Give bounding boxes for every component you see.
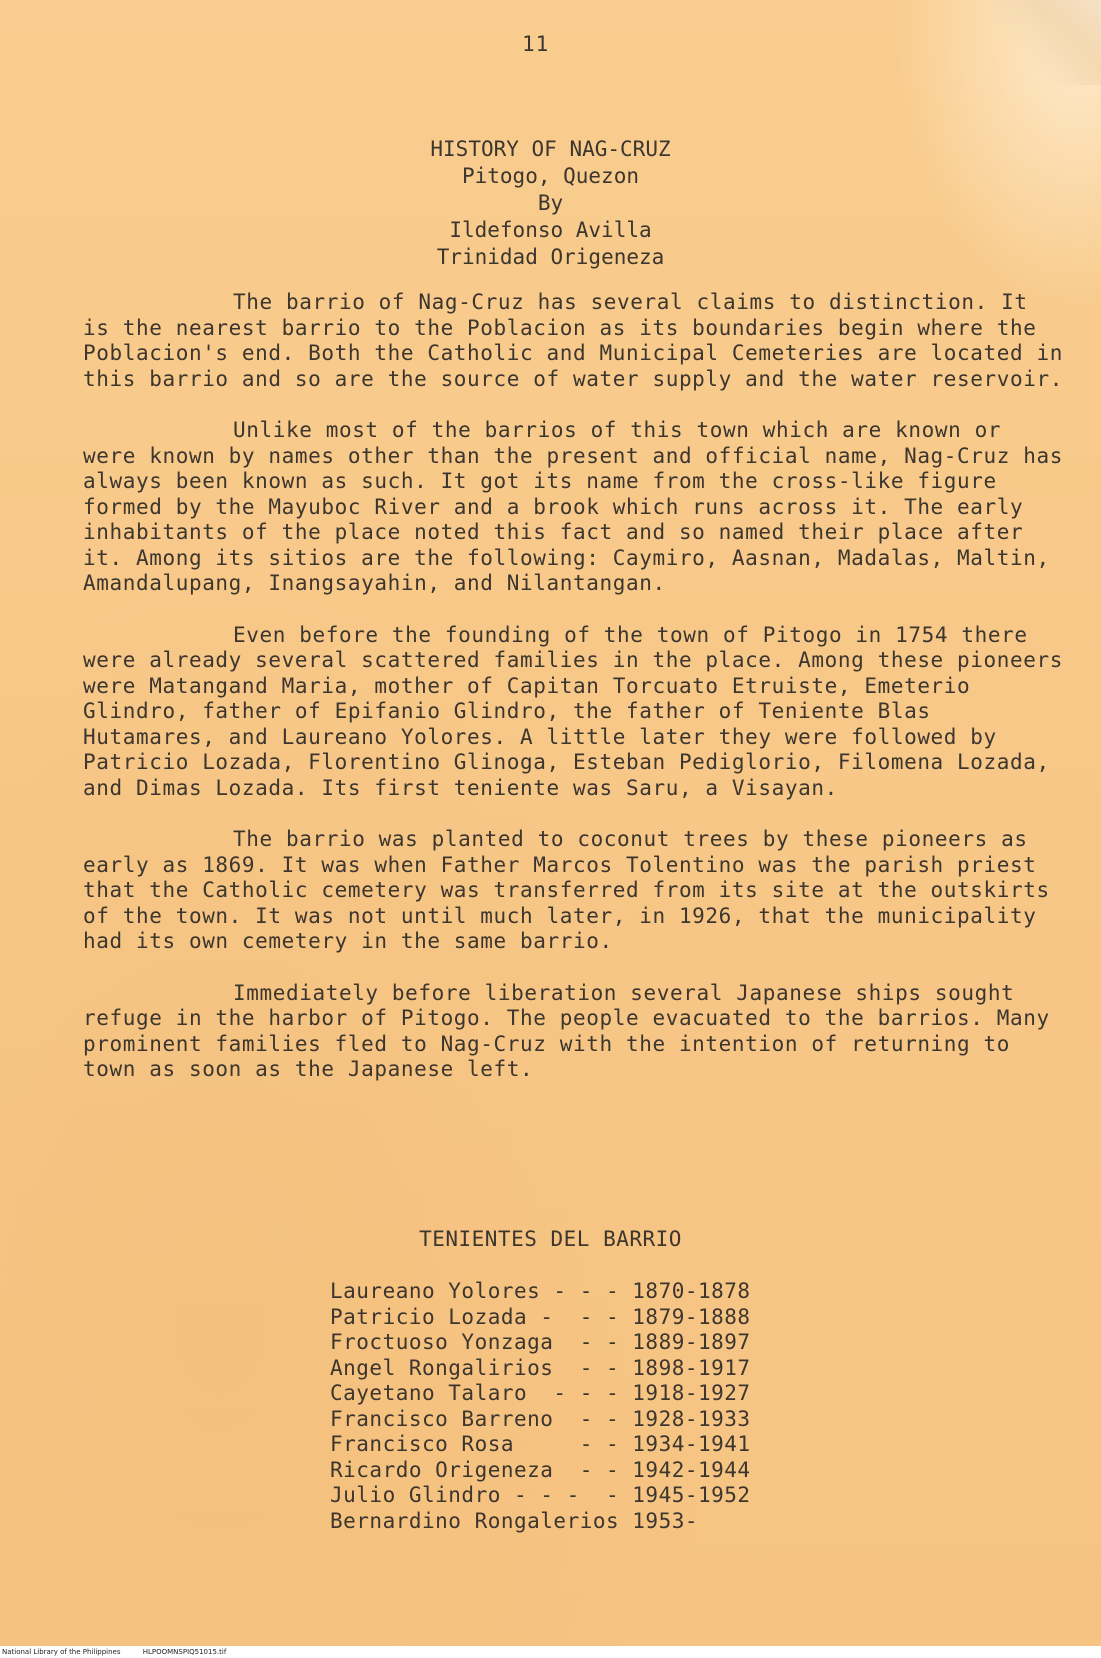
file-name: HLPOOMNSPIQ51015.tif — [142, 1648, 227, 1656]
paragraph: Even before the founding of the town of Pitogo in 1754 there were already several scattered families in the place. Among these pioneers were Matangand Maria, mother of Capitan Torcuato Etruiste, Emeterio Glindro, father of Epifanio Glindro, the father of Teniente Blas Hutamares, and Laureano Yolores. A little later they were followed by Patricio Lozada, Florentino Glinoga, Esteban Pediglorio, Filomena Lozada, and Dimas Lozada. Its first teniente was Saru, a Visayan. — [83, 622, 1063, 800]
paragraph: The barrio was planted to coconut trees by these pioneers as early as 1869. It was when Father Marcos Tolentino was the parish priest that the Catholic cemetery was transferred from its site at the outskirts of the town. It was not until much later, in 1926, that the municipality had its own cemetery in the same barrio. — [83, 827, 1050, 953]
list-item: Laureano Yolores - - - 1870-1878 — [330, 1279, 751, 1303]
document-header — [0, 136, 1101, 271]
list-item: Francisco Barreno - - 1928-1933 — [330, 1406, 751, 1431]
library-credit: National Library of the Philippines — [2, 1648, 121, 1656]
tenientes-heading: TENIENTES DEL BARRIO — [419, 1227, 682, 1251]
list-item: Cayetano Talaro - - - 1918-1927 — [330, 1381, 751, 1405]
list-item: Ricardo Origeneza - - 1942-1944 — [330, 1457, 751, 1482]
scan-footer — [0, 1646, 1101, 1658]
list-item: Froctuoso Yonzaga - - 1889-1897 — [330, 1330, 751, 1354]
folded-corner — [991, 0, 1101, 85]
list-item: Bernardino Rongalerios 1953- — [330, 1508, 699, 1533]
document-location: Pitogo, Quezon — [461, 164, 639, 188]
list-item: Patricio Lozada - - - 1879-1888 — [330, 1304, 751, 1329]
byline-label: By — [537, 191, 564, 215]
paragraph: The barrio of Nag-Cruz has several claims to distinction. It is the nearest barrio to the Poblacion as its boundaries begin where the Poblacion's end. Both the Catholic and Municipal Cemeteries are located in this barrio and so are the source of water supply and the water reservoir. — [83, 290, 1063, 391]
paragraph: Immediately before liberation several Japanese ships sought refuge in the harbor of Pitogo. The people evacuated to the barrios. Many prominent families fled to Nag-Cruz with the intention of returning to town as soon as the Japanese left. — [83, 980, 1050, 1081]
tenientes-list — [330, 1279, 850, 1534]
paragraph: Unlike most of the barrios of this town which are known or were known by names other than the present and official name, Nag-Cruz has always been known as such. It got its name from the cross-like figure formed by the Mayuboc River and a brook which runs across it. The early inhabitants of the place noted this fact and so named their place after it. Among its sitios are the following: Caymiro, Aasnan, Madalas, Maltin, Amandalupang, Inangsayahin, and Nilantangan. — [83, 418, 1063, 595]
list-item: Julio Glindro - - - - 1945-1952 — [330, 1483, 751, 1507]
list-item: Francisco Rosa - - 1934-1941 — [330, 1432, 751, 1456]
document-body — [83, 290, 1063, 1109]
author-name: Ildefonso Avilla — [449, 218, 652, 242]
author-name: Trinidad Origeneza — [436, 245, 665, 269]
document-title: HISTORY OF NAG-CRUZ — [430, 137, 671, 161]
list-item: Angel Rongalirios - - 1898-1917 — [330, 1355, 751, 1380]
page-number: 11 — [522, 32, 550, 56]
